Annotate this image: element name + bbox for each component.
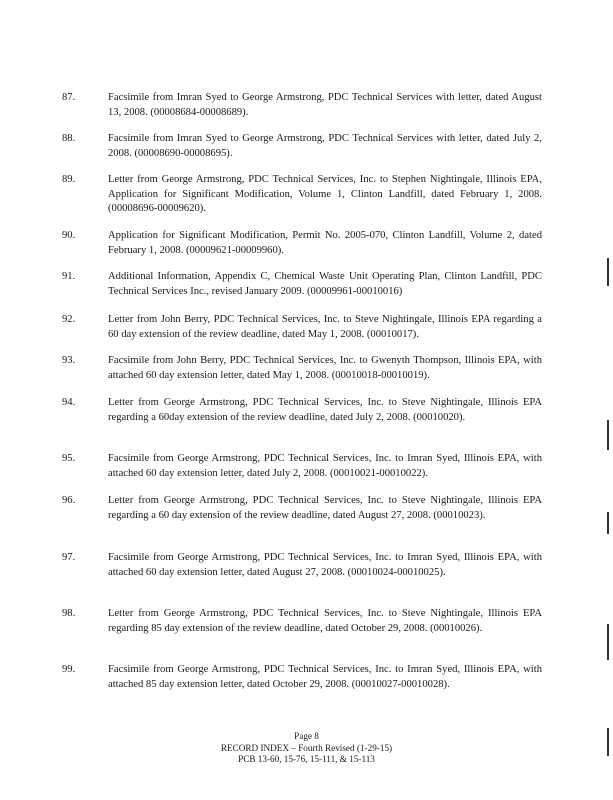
footer-page-number: Page 8 xyxy=(294,731,319,741)
footer-case-numbers: PCB 13-60, 15-76, 15-111, & 15-113 xyxy=(238,754,375,764)
revision-bar xyxy=(607,624,609,660)
entry-text: Letter from George Armstrong, PDC Technical Services, Inc. to Steve Nightingale, Illinois EPA regarding a 60 day extension of the review deadline, dated August 27, 2008. (00010023). xyxy=(108,495,542,521)
entry-text: Letter from John Berry, PDC Technical Services, Inc. to Steve Nightingale, Illinois EPA regarding a 60 day extension of the review deadline, dated May 1, 2008. (00010017). xyxy=(108,314,542,340)
entry-text: Letter from George Armstrong, PDC Technical Services, Inc. to Stephen Nightingale, Illinois EPA, Application for Significant Modification, Volume 1, Clinton Landfill, dated February 1, 2008. (00008696-00009620). xyxy=(108,174,542,215)
entry-text: Facsimile from George Armstrong, PDC Technical Services, Inc. to Imran Syed, Illinois EPA, with attached 60 day extension letter, dated July 2, 2008. (00010021-00010022). xyxy=(108,453,542,479)
revision-bar xyxy=(607,420,609,450)
revision-bar xyxy=(607,512,609,534)
page-footer xyxy=(0,731,613,766)
entry-number: 96. xyxy=(62,495,76,506)
entry-number: 88. xyxy=(62,133,76,144)
entry-text: Facsimile from George Armstrong, PDC Technical Services, Inc. to Imran Syed, Illinois EPA, with attached 85 day extension letter, dated October 29, 2008. (00010027-00010028). xyxy=(108,664,542,690)
revision-bar xyxy=(607,258,609,286)
entry-text: Letter from George Armstrong, PDC Technical Services, Inc. to Steve Nightingale, Illinois EPA regarding a 60day extension of the review deadline, dated July 2, 2008. (00010020). xyxy=(108,397,542,423)
entry-number: 99. xyxy=(62,664,76,675)
entry-text: Facsimile from Imran Syed to George Armstrong, PDC Technical Services with letter, dated August 13, 2008. (00008684-00008689). xyxy=(108,92,542,118)
entry-number: 98. xyxy=(62,608,76,619)
entry-text: Facsimile from John Berry, PDC Technical Services, Inc. to Gwenyth Thompson, Illinois EPA, with attached 60 day extension letter, dated May 1, 2008. (00010018-00010019). xyxy=(108,355,542,381)
entry-number: 95. xyxy=(62,453,76,464)
entry-number: 92. xyxy=(62,314,76,325)
entry-number: 93. xyxy=(62,355,76,366)
entry-number: 91. xyxy=(62,271,76,282)
entry-text: Additional Information, Appendix C, Chemical Waste Unit Operating Plan, Clinton Landfill, PDC Technical Services Inc., revised January 2009. (00009961-00010016) xyxy=(108,271,542,297)
entry-text: Letter from George Armstrong, PDC Technical Services, Inc. to Steve Nightingale, Illinois EPA regarding 85 day extension of the review deadline, dated October 29, 2008. (00010026). xyxy=(108,608,542,634)
entry-text: Facsimile from Imran Syed to George Armstrong, PDC Technical Services with letter, dated July 2, 2008. (00008690-00008695). xyxy=(108,133,542,159)
revision-bar xyxy=(607,728,609,756)
entry-number: 90. xyxy=(62,230,76,241)
entry-text: Facsimile from George Armstrong, PDC Technical Services, Inc. to Imran Syed, Illinois EPA, with attached 60 day extension letter, dated August 27, 2008. (00010024-00010025). xyxy=(108,552,542,578)
entry-text: Application for Significant Modification, Permit No. 2005-070, Clinton Landfill, Volume 2, dated February 1, 2008. (00009621-00009960). xyxy=(108,230,542,256)
entry-number: 89. xyxy=(62,174,76,185)
entry-number: 87. xyxy=(62,92,76,103)
entry-number: 94. xyxy=(62,397,76,408)
footer-record-index: RECORD INDEX – Fourth Revised (1-29-15) xyxy=(220,742,393,753)
entry-number: 97. xyxy=(62,552,76,563)
